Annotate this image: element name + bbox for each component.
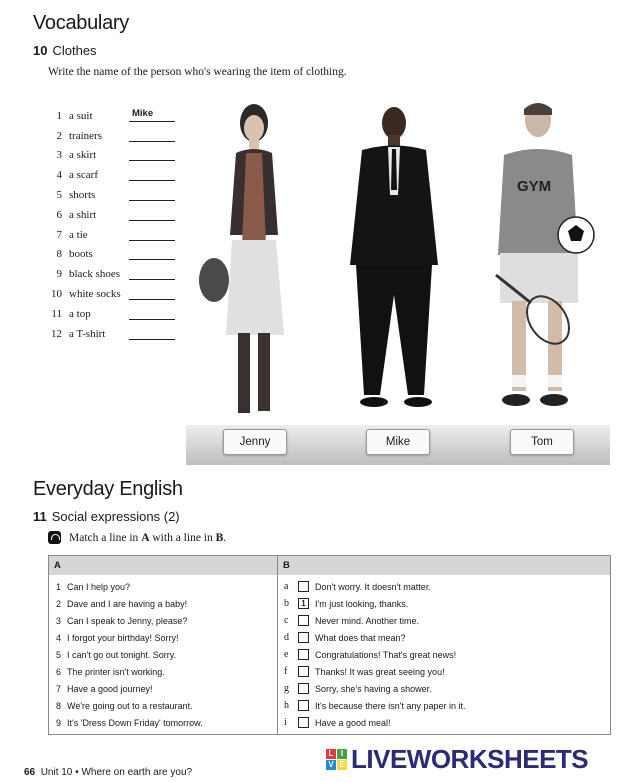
line-number: 5 [55, 649, 61, 660]
line-a [49, 663, 277, 680]
answer-box[interactable] [298, 615, 309, 626]
item-word: a top [69, 307, 91, 320]
section-title: Social expressions (2) [51, 509, 180, 524]
item-number: 6 [56, 208, 62, 221]
vocab-item [48, 201, 178, 221]
line-text: Never mind. Another time. [315, 615, 420, 626]
answer-field[interactable] [129, 246, 175, 260]
answer-field[interactable] [129, 187, 175, 201]
unit-label: Unit 10 [40, 767, 73, 778]
audio-icon[interactable] [48, 531, 61, 544]
logo-badge-icon: L I V E [326, 749, 347, 770]
clothes-list [48, 102, 178, 340]
line-letter: d [284, 632, 289, 643]
item-word: a shirt [69, 208, 97, 221]
item-word: black shoes [69, 268, 121, 281]
line-a [49, 646, 277, 663]
page-number: 66 [24, 767, 36, 778]
answer-field[interactable] [129, 326, 175, 340]
vocab-item [48, 241, 178, 261]
answer-field[interactable] [129, 306, 175, 320]
answer-box[interactable] [298, 666, 309, 677]
vocabulary-heading: Vocabulary [33, 12, 129, 34]
line-b [278, 578, 610, 595]
item-number: 3 [56, 149, 62, 162]
line-number: 1 [55, 581, 61, 592]
vocab-item [48, 300, 178, 320]
answer-field[interactable] [129, 266, 175, 280]
line-b [278, 680, 610, 697]
line-text: Have a good journey! [67, 683, 153, 694]
line-letter: c [284, 615, 289, 626]
line-text: Don't worry. It doesn't matter. [315, 581, 431, 592]
item-number: 12 [51, 327, 62, 340]
line-letter: h [284, 700, 289, 711]
item-number: 4 [56, 169, 62, 182]
vocab-item [48, 260, 178, 280]
column-b-header: B [278, 556, 611, 576]
answer-field[interactable] [129, 128, 175, 142]
line-b [278, 663, 610, 680]
line-a [49, 629, 277, 646]
line-a [49, 680, 277, 697]
line-b [278, 595, 610, 612]
answer-box[interactable] [298, 700, 309, 711]
line-text: Thanks! It was great seeing you! [315, 666, 445, 677]
line-text: It's 'Dress Down Friday' tomorrow. [67, 717, 203, 728]
mike-figure [350, 107, 438, 407]
line-text: What does that mean? [315, 632, 406, 643]
item-number: 2 [56, 129, 62, 142]
line-b [278, 612, 610, 629]
people-illustration [186, 95, 610, 467]
line-letter: b [284, 598, 289, 609]
line-letter: i [284, 717, 287, 728]
vocab-item [48, 181, 178, 201]
line-text: Sorry, she's having a shower. [315, 683, 432, 694]
column-a [49, 575, 278, 735]
line-b [278, 714, 610, 731]
answer-box[interactable]: 1 [298, 598, 309, 609]
answer-field[interactable]: Mike [129, 108, 175, 122]
page-footer: 66 Unit 10 • Where on earth are you? [24, 767, 193, 778]
vocab-item [48, 280, 178, 300]
line-text: Can I speak to Jenny, please? [67, 615, 188, 626]
line-text: Have a good meal! [315, 717, 391, 728]
item-number: 5 [56, 188, 62, 201]
unit-title: Where on earth are you? [81, 767, 193, 778]
answer-box[interactable] [298, 717, 309, 728]
matching-table [48, 555, 611, 735]
line-b [278, 697, 610, 714]
column-b [278, 575, 611, 735]
label-jenny: Jenny [223, 429, 287, 455]
vocab-item [48, 320, 178, 340]
vocab-instruction: Write the name of the person who's wearing the item of clothing. [48, 66, 347, 78]
line-a [49, 697, 277, 714]
line-b [278, 629, 610, 646]
line-number: 7 [55, 683, 61, 694]
item-number: 10 [51, 287, 62, 300]
item-word: a tie [69, 228, 88, 241]
answer-field[interactable] [129, 147, 175, 161]
item-word: trainers [69, 129, 102, 142]
line-text: Can I help you? [67, 581, 131, 592]
line-number: 9 [55, 717, 61, 728]
line-number: 3 [55, 615, 61, 626]
answer-box[interactable] [298, 632, 309, 643]
item-word: white socks [69, 287, 121, 300]
line-text: I forgot your birthday! Sorry! [67, 632, 179, 643]
vocab-item [48, 142, 178, 162]
line-a [49, 595, 277, 612]
section-10-title [33, 43, 97, 58]
item-number: 7 [56, 228, 62, 241]
item-number: 9 [56, 268, 62, 281]
answer-box[interactable] [298, 683, 309, 694]
answer-field[interactable] [129, 286, 175, 300]
match-instruction: Match a line in A with a line in B. [48, 531, 226, 544]
column-a-header: A [49, 556, 278, 576]
logo-text: LIVEWORKSHEETS [351, 744, 589, 774]
line-a [49, 578, 277, 595]
vocab-item [48, 221, 178, 241]
section-title: Clothes [52, 43, 97, 58]
line-text: I can't go out tonight. Sorry. [67, 649, 177, 660]
line-text: The printer isn't working. [67, 666, 165, 677]
answer-box[interactable] [298, 649, 309, 660]
line-text: It's because there isn't any paper in it. [315, 700, 466, 711]
item-word: a T-shirt [69, 327, 106, 340]
label-mike: Mike [366, 429, 430, 455]
tom-figure [496, 103, 594, 406]
item-word: a suit [69, 109, 93, 122]
item-word: boots [69, 248, 93, 261]
label-tom: Tom [510, 429, 574, 455]
line-text: I'm just looking, thanks. [315, 598, 409, 609]
line-letter: f [284, 666, 288, 677]
line-a [49, 714, 277, 731]
vocab-item [48, 102, 178, 122]
vocab-item [48, 161, 178, 181]
answer-field[interactable] [129, 207, 175, 221]
line-letter: g [284, 683, 289, 694]
line-number: 6 [55, 666, 61, 677]
item-word: a scarf [69, 169, 99, 182]
line-number: 4 [55, 632, 61, 643]
item-number: 11 [51, 307, 62, 320]
line-text: Dave and I are having a baby! [67, 598, 188, 609]
line-text: Congratulations! That's great news! [315, 649, 457, 660]
everyday-english-heading: Everyday English [33, 478, 183, 500]
section-number: 10 [33, 43, 48, 58]
liveworksheets-logo [326, 744, 588, 775]
line-b [278, 646, 610, 663]
answer-box[interactable] [298, 581, 309, 592]
gym-shirt-text: GYM [517, 178, 552, 195]
item-number: 1 [56, 109, 62, 122]
jenny-figure [199, 104, 284, 413]
line-text: We're going out to a restaurant. [67, 700, 193, 711]
line-a [49, 612, 277, 629]
line-number: 2 [55, 598, 61, 609]
section-number: 11 [33, 509, 47, 524]
vocab-item [48, 122, 178, 142]
answer-field[interactable] [129, 167, 175, 181]
item-word: shorts [69, 188, 96, 201]
line-number: 8 [55, 700, 61, 711]
item-number: 8 [56, 248, 62, 261]
answer-field[interactable] [129, 227, 175, 241]
line-letter: a [284, 581, 289, 592]
line-letter: e [284, 649, 289, 660]
section-11-title [33, 509, 180, 524]
item-word: a skirt [69, 149, 97, 162]
